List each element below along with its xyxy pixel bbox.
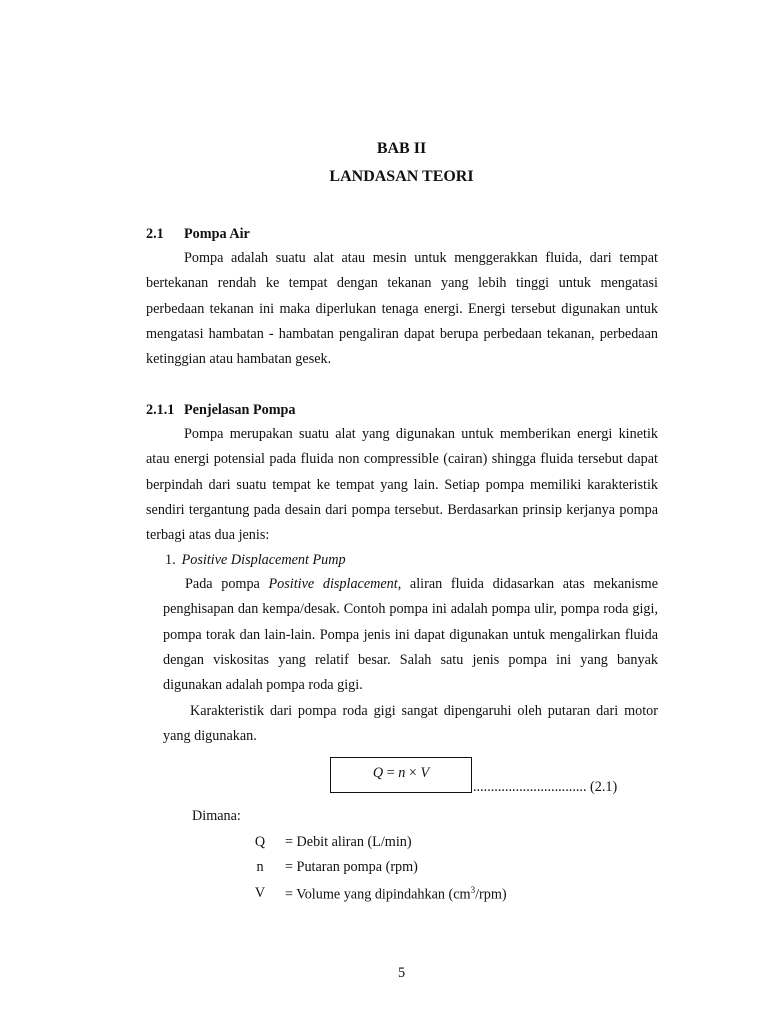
pd-text-after: , aliran fluida didasarkan atas mekanisme penghisapan dan kempa/desak. Contoh pompa ini adalah pompa ulir, pompa roda gigi, pompa torak dan lain-lain. Pompa jenis ini dapat digunakan untuk mengalirkan fluida dengan viskositas yang relatif besar. Salah satu jenis pompa ini yang banyak digunakan adalah pompa roda gigi. bbox=[163, 576, 659, 694]
section-heading bbox=[146, 226, 250, 243]
list-marker: 1. bbox=[165, 552, 176, 568]
equation-reference: ................................ (2.1) bbox=[473, 779, 618, 795]
variable-symbol: n bbox=[256, 859, 264, 875]
variable-description: = Putaran pompa (rpm) bbox=[285, 859, 418, 875]
section-number: 2.1 bbox=[146, 226, 164, 242]
equation-equals: = bbox=[386, 765, 395, 781]
subsection-paragraph: Pompa merupakan suatu alat yang digunakan untuk memberikan energi kinetik atau energi potensial pada fluida non compressible (cairan) shingga fluida tersebut dapat berpindah dari suatu tempat ke tempat yang lain. Setiap pompa memiliki karakteristik sendiri tergantung pada desain dari pompa tersebut. Berdasarkan prinsip kerjanya pompa terbagi atas dua jenis: bbox=[146, 426, 658, 544]
characteristic-paragraph: Karakteristik dari pompa roda gigi sangat dipengaruhi oleh putaran dari motor yang digunakan. bbox=[163, 703, 658, 745]
equation-v: V bbox=[420, 765, 430, 781]
equation-n: n bbox=[398, 765, 406, 781]
pd-text-italic: Positive displacement bbox=[268, 576, 398, 592]
section-title: Pompa Air bbox=[184, 226, 250, 242]
subsection-title: Penjelasan Pompa bbox=[184, 402, 296, 418]
list-item bbox=[165, 552, 346, 569]
subsection-heading bbox=[146, 402, 296, 419]
equation-box bbox=[330, 757, 472, 793]
variable-symbol: V bbox=[254, 885, 266, 901]
variable-symbol: Q bbox=[254, 834, 266, 850]
pd-text-before: Pada pompa bbox=[185, 576, 269, 592]
positive-displacement-paragraph bbox=[163, 572, 658, 698]
subsection-number: 2.1.1 bbox=[146, 402, 175, 418]
chapter-title: LANDASAN TEORI bbox=[329, 168, 474, 185]
list-item-text: Positive Displacement Pump bbox=[181, 552, 346, 568]
variable-description: = Debit aliran (L/min) bbox=[285, 834, 412, 850]
page-number: 5 bbox=[397, 965, 406, 981]
variable-description: = Volume yang dipindahkan $(cm^3/rpm)$ bbox=[285, 885, 507, 903]
where-label: Dimana: bbox=[192, 808, 241, 824]
chapter-number: BAB II bbox=[376, 140, 427, 157]
equation-q: Q bbox=[372, 765, 384, 781]
section-paragraph: Pompa adalah suatu alat atau mesin untuk menggerakkan fluida, dari tempat bertekanan rendah ke tempat dengan tekanan yang lebih tinggi untuk mengatasi perbedaan tekanan ini maka diperlukan tenaga energi. Energi tersebut digunakan untuk mengatasi hambatan - hambatan pengaliran dapat berupa perbedaan tekanan, perbedaan ketinggian atau hambatan gesek. bbox=[146, 250, 658, 368]
equation-times: × bbox=[408, 765, 417, 781]
